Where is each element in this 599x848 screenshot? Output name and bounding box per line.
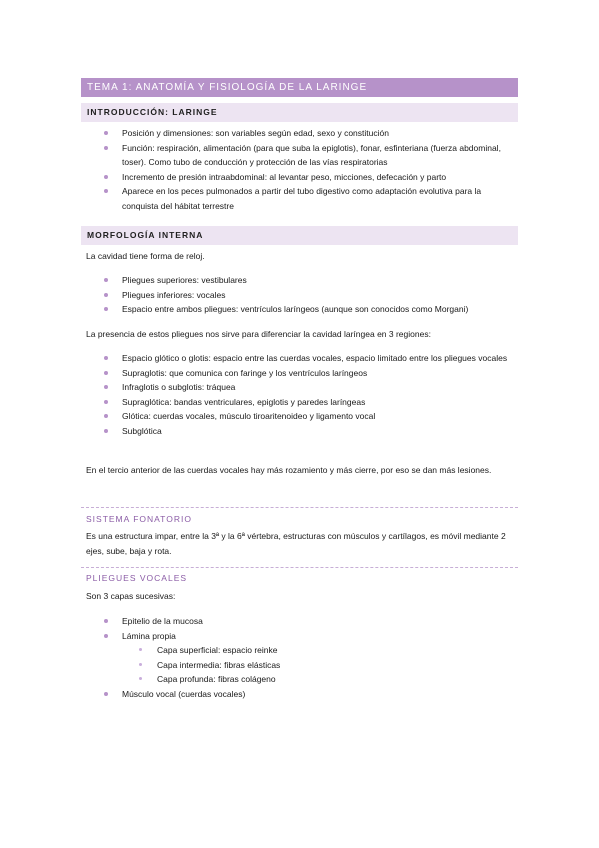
list-item: Lámina propia — [122, 629, 514, 644]
paragraph: La presencia de estos pliegues nos sirve para diferenciar la cavidad laríngea en 3 regiones: — [86, 329, 431, 339]
list-item: Infraglotis o subglotis: tráquea — [122, 380, 514, 395]
regions-list — [122, 351, 514, 438]
section-heading-morfologia: MORFOLOGÍA INTERNA — [81, 226, 518, 245]
list-item: Supraglotis: que comunica con faringe y los ventrículos laríngeos — [122, 366, 514, 381]
paragraph: Es una estructura impar, entre la 3ª y la 6ª vértebra, estructuras con músculos y cartílagos, es móvil mediante 2 ejes, sube, baja y rota. — [86, 531, 506, 556]
list-item: Función: respiración, alimentación (para que suba la epiglotis), fonar, esfinteriana (fuerza abdominal, toser). Como tubo de conducción y protección de las vías respiratorias — [122, 141, 514, 170]
paragraph: La cavidad tiene forma de reloj. — [86, 251, 205, 261]
musculo-list — [122, 687, 514, 702]
divider — [81, 567, 518, 568]
list-item: Capa intermedia: fibras elásticas — [157, 658, 507, 673]
list-item: Epitelio de la mucosa — [122, 614, 514, 629]
list-item: Glótica: cuerdas vocales, músculo tiroaritenoideo y ligamento vocal — [122, 409, 514, 424]
document-title: TEMA 1: ANATOMÍA Y FISIOLOGÍA DE LA LARINGE — [81, 78, 518, 97]
list-item: Supraglótica: bandas ventriculares, epiglotis y paredes laríngeas — [122, 395, 514, 410]
sublayers-list — [157, 643, 507, 687]
list-item: Capa superficial: espacio reinke — [157, 643, 507, 658]
capas-list — [122, 614, 514, 643]
paragraph: Son 3 capas sucesivas: — [86, 591, 176, 601]
list-item: Incremento de presión intraabdominal: al levantar peso, micciones, defecación y parto — [122, 170, 514, 185]
list-item: Aparece en los peces pulmonados a partir del tubo digestivo como adaptación evolutiva para la conquista del hábitat terrestre — [122, 184, 514, 213]
divider — [81, 507, 518, 508]
section-heading-introduccion: INTRODUCCIÓN: LARINGE — [81, 103, 518, 122]
list-item: Posición y dimensiones: son variables según edad, sexo y constitución — [122, 126, 514, 141]
list-item: Pliegues superiores: vestibulares — [122, 273, 514, 288]
list-item: Subglótica — [122, 424, 514, 439]
list-item: Capa profunda: fibras colágeno — [157, 672, 507, 687]
pliegues-list — [122, 273, 514, 317]
section-heading-pliegues: PLIEGUES VOCALES — [86, 573, 188, 583]
list-item: Músculo vocal (cuerdas vocales) — [122, 687, 514, 702]
list-item: Espacio entre ambos pliegues: ventrículos laríngeos (aunque son conocidos como Morgani) — [122, 302, 514, 317]
paragraph: En el tercio anterior de las cuerdas vocales hay más rozamiento y más cierre, por eso se dan más lesiones. — [86, 465, 492, 475]
list-item: Espacio glótico o glotis: espacio entre las cuerdas vocales, espacio limitado entre los pliegues vocales — [122, 351, 514, 366]
intro-list — [122, 126, 514, 213]
list-item: Pliegues inferiores: vocales — [122, 288, 514, 303]
section-heading-sistema: SISTEMA FONATORIO — [86, 514, 192, 524]
